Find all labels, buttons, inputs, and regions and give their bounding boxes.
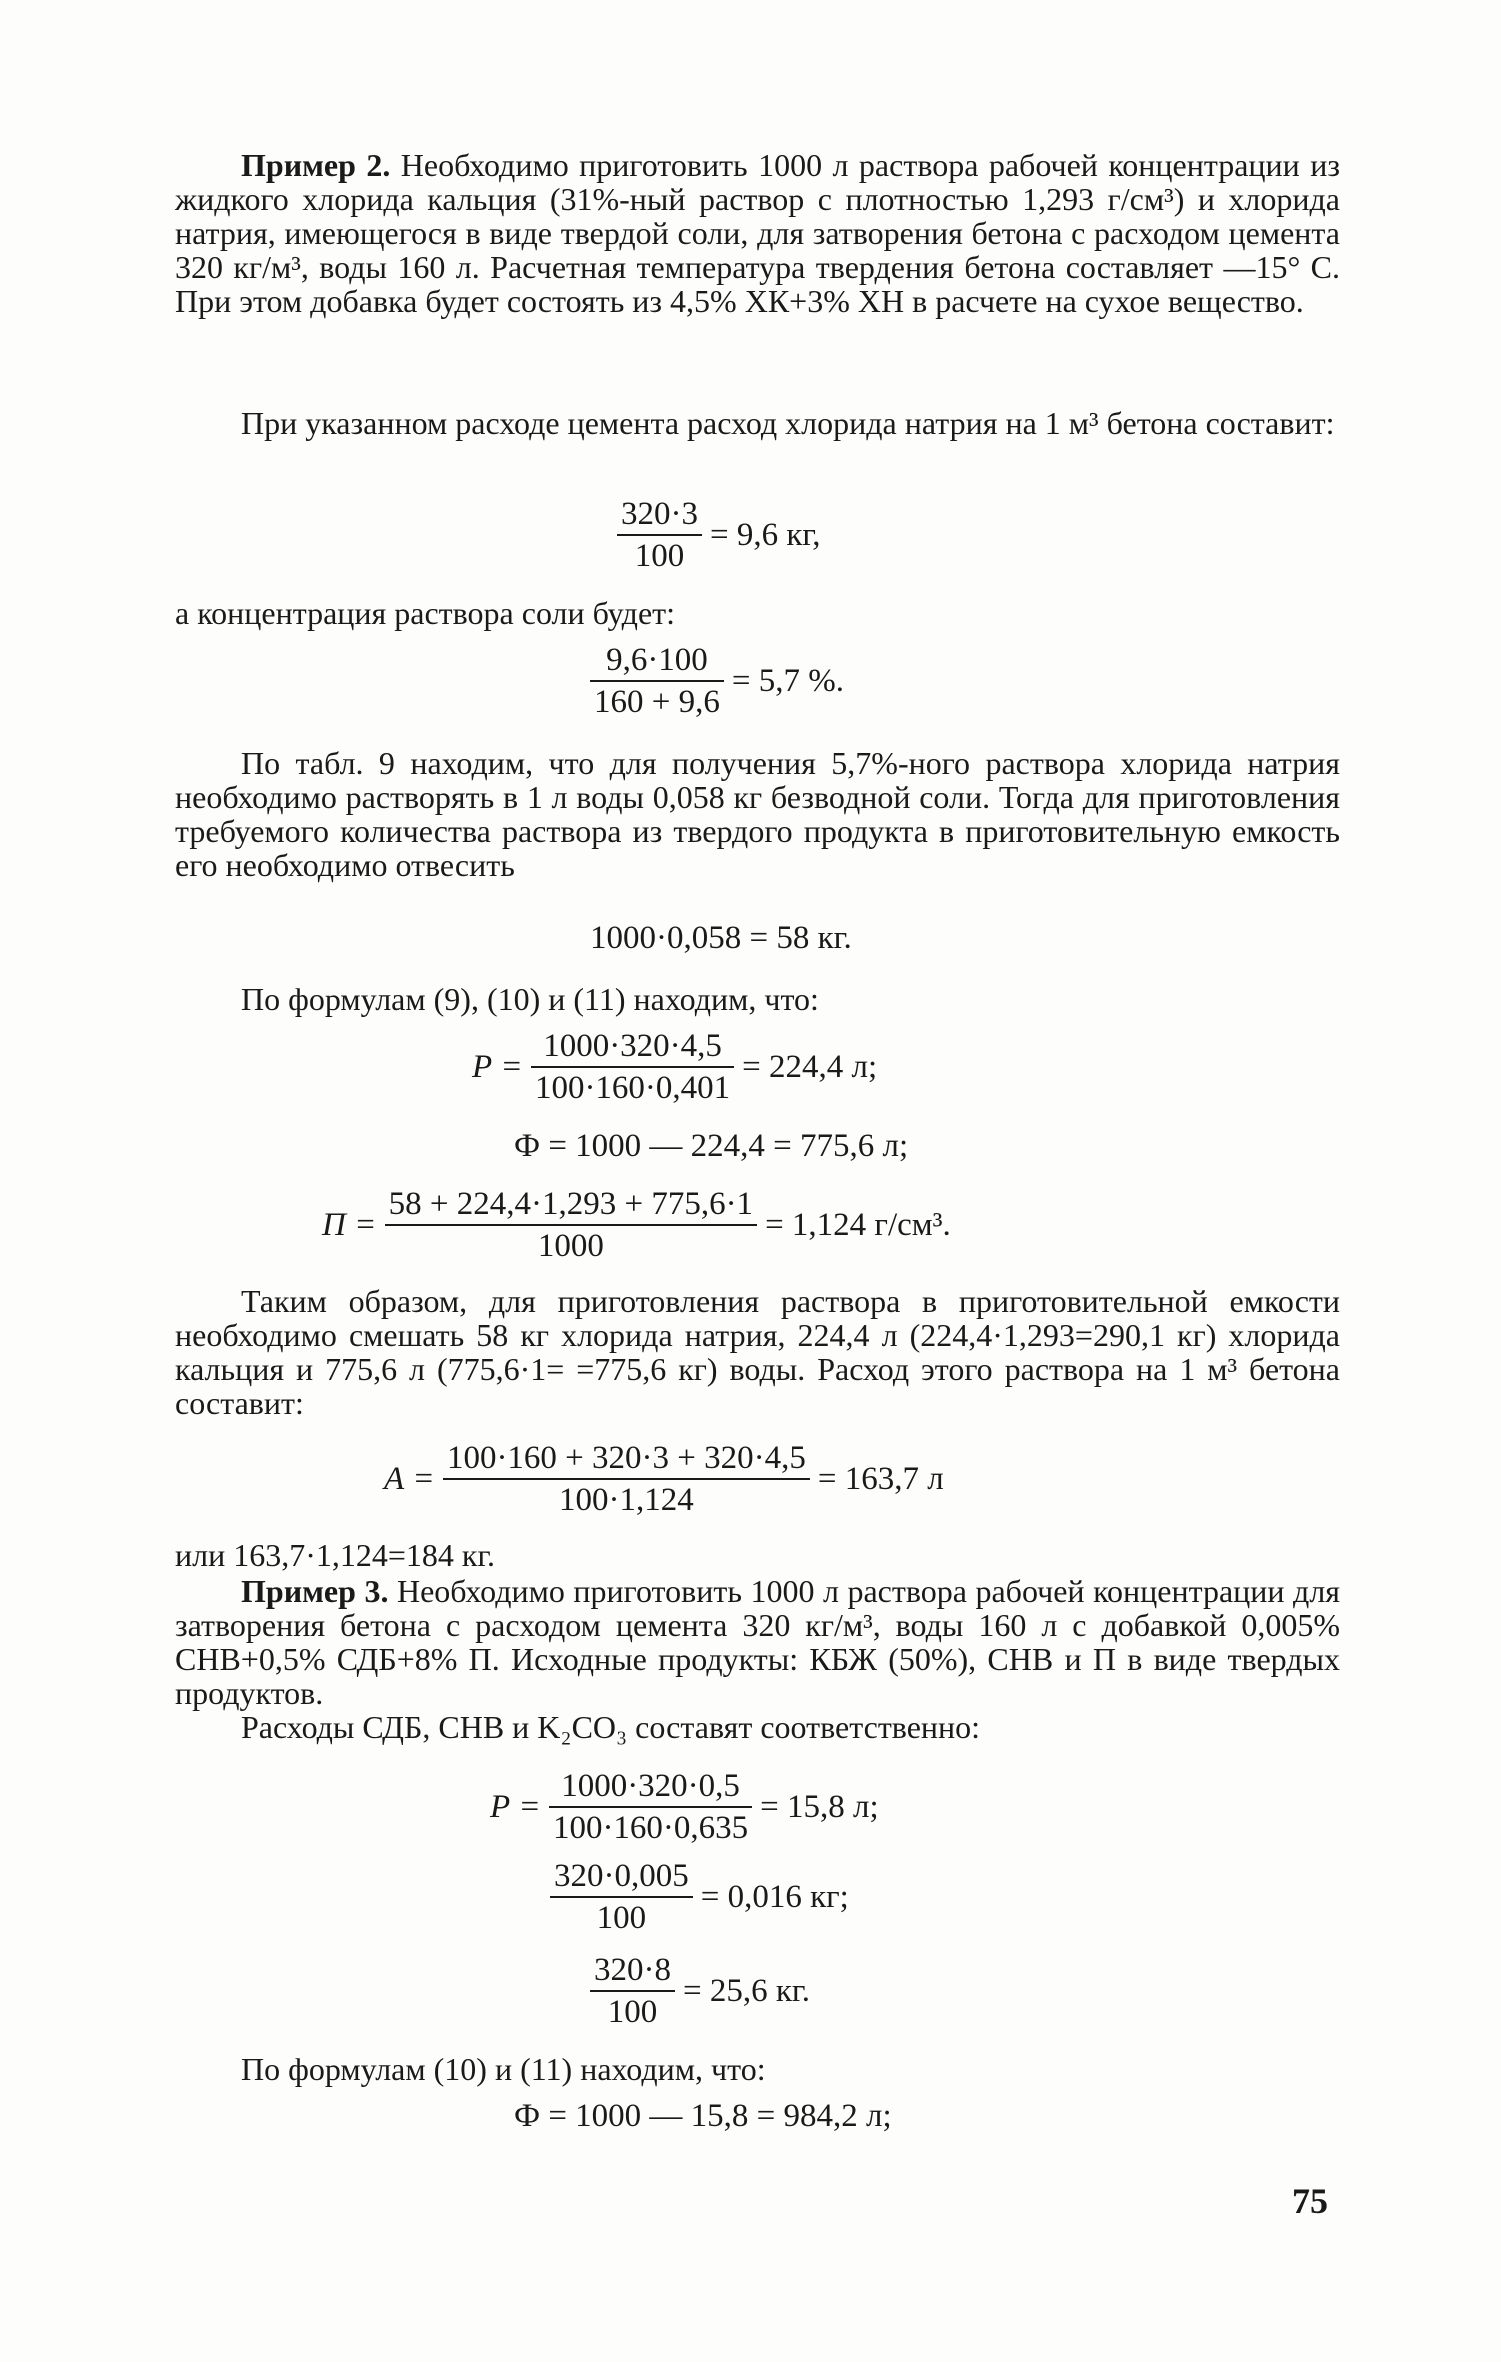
- numerator: 1000·320·4,5: [531, 1028, 734, 1068]
- equation-lhs: А =: [384, 1461, 435, 1497]
- equation-result: = 224,4 л;: [742, 1049, 878, 1085]
- denominator: 100·160·0,635: [552, 1810, 749, 1846]
- page-number: 75: [1292, 2181, 1328, 2221]
- equation-1: [617, 496, 820, 574]
- equation-result: = 9,6 кг,: [710, 517, 821, 553]
- numerator: 320·3: [617, 496, 702, 536]
- denominator: 100: [607, 1994, 658, 2030]
- paragraph-text: По формулам (9), (10) и (11) находим, что:: [241, 981, 819, 1017]
- paragraph-or: [175, 1538, 1340, 1572]
- equation-2: [590, 642, 844, 720]
- fraction: [385, 1186, 757, 1264]
- fraction: [617, 496, 702, 574]
- equation-text: Ф = 1000 — 224,4 = 775,6 л;: [514, 1128, 909, 1164]
- paragraph-formulas-2: [175, 2052, 1340, 2086]
- equation-result: = 15,8 л;: [760, 1789, 879, 1825]
- equation-3: [590, 920, 852, 956]
- numerator: 1000·320·0,5: [549, 1768, 752, 1808]
- paragraph-text: Расходы СДБ, СНВ и K₂CO₃ составят соответственно:: [241, 1709, 981, 1745]
- paragraph-text: или 163,7·1,124=184 кг.: [175, 1537, 495, 1573]
- equation-result: = 163,7 л: [817, 1461, 944, 1497]
- equation-lhs: П =: [322, 1207, 377, 1243]
- equation-result: = 25,6 кг.: [683, 1973, 810, 2009]
- denominator: 100: [596, 1900, 647, 1936]
- fraction: [443, 1440, 810, 1518]
- paragraph-sodium-chloride: [175, 406, 1340, 440]
- numerator: 58 + 224,4·1,293 + 775,6·1: [385, 1186, 757, 1226]
- numerator: 9,6·100: [590, 642, 724, 682]
- denominator: 100·1,124: [559, 1482, 694, 1518]
- paragraph-formulas-1: [175, 982, 1340, 1016]
- example-3-text: Необходимо приготовить 1000 л раствора рабочей концентрации для затворения бетона с расходом цемента 320 кг/м³, воды 160 л с добавкой 0,005% СНВ+0,5% СДБ+8% П. Исходные продукты: КБЖ (50%), СНВ и П в виде твердых продуктов.: [175, 1573, 1341, 1711]
- paragraph-text: По табл. 9 находим, что для получения 5,7%-ного раствора хлорида натрия необходимо растворять в 1 л воды 0,058 кг безводной соли. Тогда для приготовления требуемого количества раствора из твердого продукта в приготовительную емкость его необходимо отвесить: [175, 745, 1340, 883]
- fraction: [550, 1858, 693, 1936]
- numerator: 320·8: [590, 1952, 675, 1992]
- numerator: 100·160 + 320·3 + 320·4,5: [443, 1440, 810, 1480]
- denominator: 100·160·0,401: [534, 1070, 731, 1106]
- paragraph-text: Таким образом, для приготовления раствора в приготовительной емкости необходимо смешать 58 кг хлорида натрия, 224,4 л (224,4·1,293=290,1 кг) хлорида кальция и 775,6 л (775,6·1= =775,6 кг) воды. Расход этого раствора на 1 м³ бетона составит:: [175, 1283, 1340, 1421]
- fraction: [590, 642, 724, 720]
- paragraph-expenses: [175, 1710, 1340, 1744]
- example-2-text: Необходимо приготовить 1000 л раствора рабочей концентрации из жидкого хлорида кальция (31%-ный раствор с плотностью 1,293 г/см³) и хлорида натрия, имеющегося в виде твердой соли, для затворения бетона с расходом цемента 320 кг/м³, воды 160 л. Расчетная температура твердения бетона составляет —15° С. При этом добавка будет состоять из 4,5% ХК+3% ХН в расчете на сухое вещество.: [175, 147, 1341, 319]
- fraction: [549, 1768, 752, 1846]
- fraction: [590, 1952, 675, 2030]
- denominator: 1000: [537, 1228, 604, 1264]
- example-3-label: Пример 3.: [241, 1573, 389, 1609]
- denominator: 160 + 9,6: [594, 684, 720, 720]
- equation-result: = 0,016 кг;: [700, 1879, 849, 1915]
- equation-text: Ф = 1000 — 15,8 = 984,2 л;: [514, 2098, 892, 2134]
- paragraph-text: По формулам (10) и (11) находим, что:: [241, 2051, 766, 2087]
- numerator: 320·0,005: [550, 1858, 693, 1898]
- equation-text: 1000·0,058 = 58 кг.: [590, 920, 852, 956]
- paragraph-example-3: [175, 1574, 1340, 1710]
- equation-5: [514, 1128, 908, 1164]
- paragraph-table-9: [175, 746, 1340, 882]
- denominator: 100: [634, 538, 685, 574]
- paragraph-text: При указанном расходе цемента расход хлорида натрия на 1 м³ бетона составит:: [241, 405, 1335, 441]
- equation-9: [550, 1858, 849, 1936]
- equation-11: [514, 2098, 892, 2134]
- paragraph-example-2: [175, 148, 1340, 318]
- equation-lhs: Р =: [472, 1049, 523, 1085]
- paragraph-concentration: [175, 596, 1340, 630]
- equation-result: = 5,7 %.: [731, 663, 844, 699]
- equation-7: [384, 1440, 944, 1518]
- paragraph-text: а концентрация раствора соли будет:: [175, 595, 676, 631]
- equation-result: = 1,124 г/см³.: [765, 1207, 951, 1243]
- equation-4: [472, 1028, 877, 1106]
- equation-10: [590, 1952, 810, 2030]
- equation-6: [322, 1186, 951, 1264]
- equation-8: [490, 1768, 879, 1846]
- fraction: [531, 1028, 734, 1106]
- example-2-label: Пример 2.: [241, 147, 391, 183]
- equation-lhs: Р =: [490, 1789, 541, 1825]
- paragraph-mixing: [175, 1284, 1340, 1420]
